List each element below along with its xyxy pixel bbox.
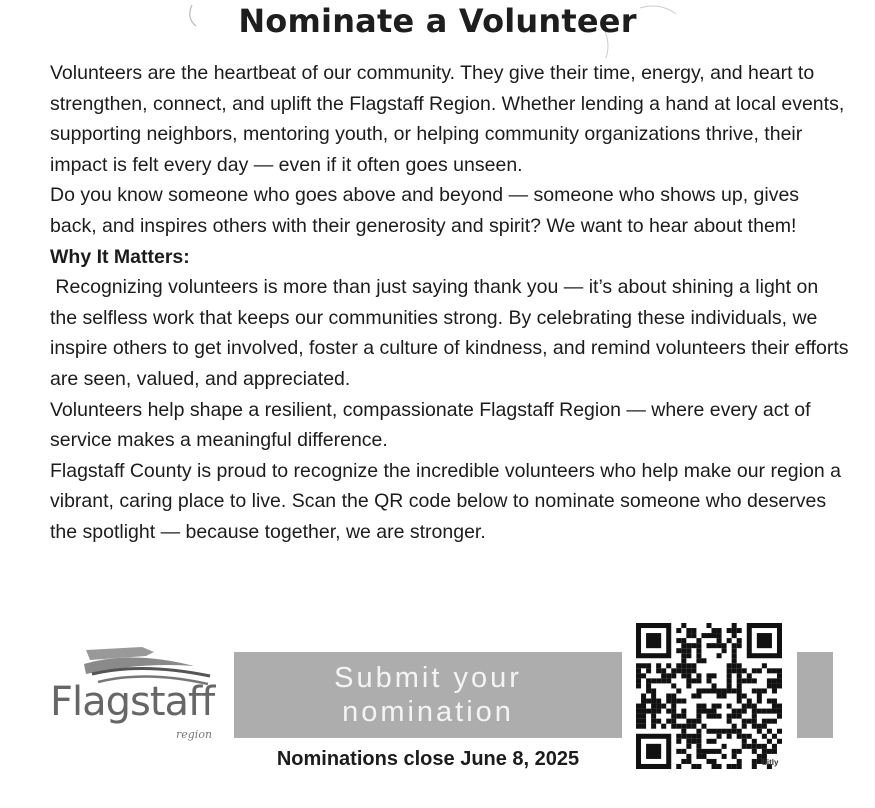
closing-paragraph: Flagstaff County is proud to recognize the incredible volunteers who help make our region a vibrant, caring place to live. Scan the QR code below to nominate someone who deserves the spotlight — because together, we are stronger.	[50, 459, 841, 543]
region-paragraph: Volunteers help shape a resilient, compassionate Flagstaff Region — where every act of service makes a meaningful difference.	[50, 398, 811, 452]
question-paragraph: Do you know someone who goes above and beyond — someone who shows up, gives back, and inspires others with their generosity and spirit? We want to hear about them!	[50, 184, 800, 237]
submit-line-2: nomination	[342, 696, 514, 728]
logo-subtitle: region	[176, 728, 213, 741]
intro-paragraph: Volunteers are the heartbeat of our community. They give their time, energy, and heart to strengthen, connect, and uplift the Flagstaff Region. Whether lending a hand at local events, supporting neighbors, mentoring youth, or helping community organizations thrive, their impact is felt every day — even if it often goes unseen.	[50, 62, 845, 176]
page-title: Nominate a Volunteer	[238, 2, 637, 40]
body-text	[50, 58, 854, 548]
flagstaff-logo	[50, 640, 230, 750]
right-banner-strip	[797, 652, 833, 738]
submit-nomination-banner[interactable]	[234, 652, 622, 738]
section-heading: Why It Matters:	[50, 245, 190, 268]
deadline-text: Nominations close June 8, 2025	[276, 748, 580, 770]
logo-wordmark: Flagstaff	[50, 679, 215, 725]
qr-code-icon[interactable]	[636, 623, 782, 769]
submit-line-1: Submit your	[334, 662, 522, 694]
qr-label: bitly	[762, 758, 779, 767]
why-paragraph: Recognizing volunteers is more than just saying thank you — it’s about shining a light on the selfless work that keeps our communities strong. By celebrating these individuals, we inspire others to get involved, foster a culture of kindness, and remind volunteers their efforts are seen, valued, and appreciated.	[50, 276, 854, 390]
